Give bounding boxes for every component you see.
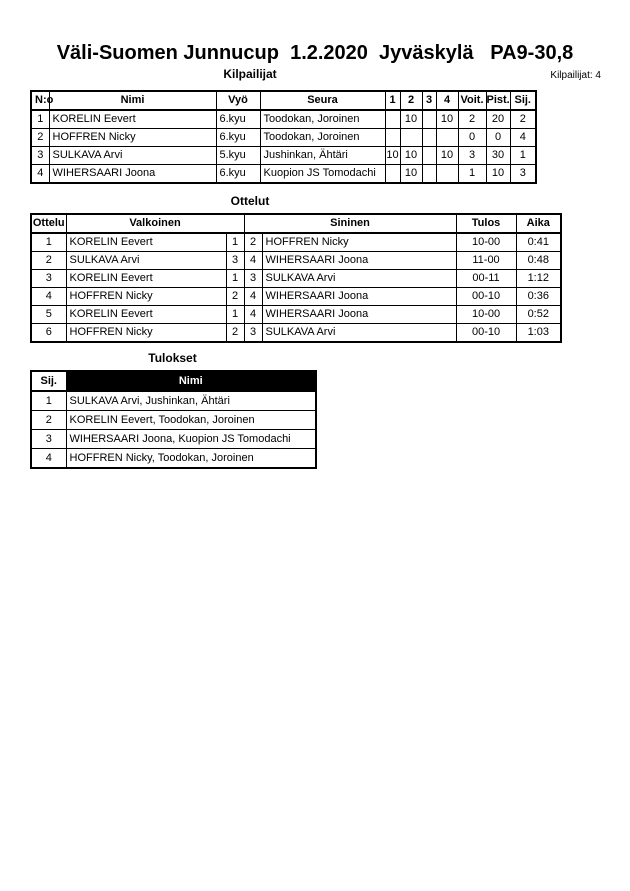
result-header: Tulos bbox=[456, 214, 516, 233]
result-cell: 11-00 bbox=[456, 252, 516, 270]
result-name-cell: HOFFREN Nicky, Toodokan, Joroinen bbox=[66, 449, 316, 469]
match-number-cell: 5 bbox=[31, 306, 66, 324]
blue-name-cell: SULKAVA Arvi bbox=[262, 270, 456, 288]
name-header: Nimi bbox=[66, 371, 316, 391]
white-name-cell: SULKAVA Arvi bbox=[66, 252, 226, 270]
time-header: Aika bbox=[516, 214, 561, 233]
belt-cell: 6.kyu bbox=[216, 110, 260, 129]
white-number-cell: 1 bbox=[226, 233, 244, 252]
time-cell: 1:03 bbox=[516, 324, 561, 343]
competitor-number-cell: 3 bbox=[31, 147, 49, 165]
blue-name-cell: WIHERSAARI Joona bbox=[262, 252, 456, 270]
result-name-cell: KORELIN Eevert, Toodokan, Joroinen bbox=[66, 411, 316, 430]
belt-header: Vyö bbox=[216, 91, 260, 110]
place-cell: 3 bbox=[510, 165, 536, 184]
page-title: Väli-Suomen Junnucup 1.2.2020 Jyväskylä PA9-30,8 bbox=[56, 42, 574, 64]
white-name-cell: HOFFREN Nicky bbox=[66, 324, 226, 343]
blue-number-cell: 4 bbox=[244, 252, 262, 270]
result-cell: 00-10 bbox=[456, 288, 516, 306]
time-cell: 0:52 bbox=[516, 306, 561, 324]
tulokset-table bbox=[30, 370, 317, 469]
score-col-2-header: 2 bbox=[400, 91, 422, 110]
white-name-cell: HOFFREN Nicky bbox=[66, 288, 226, 306]
club-cell: Toodokan, Joroinen bbox=[260, 129, 385, 147]
table-row bbox=[31, 306, 561, 324]
blue-number-cell: 2 bbox=[244, 233, 262, 252]
table-header-row bbox=[31, 214, 561, 233]
result-name-cell: SULKAVA Arvi, Jushinkan, Ähtäri bbox=[66, 391, 316, 411]
place-cell: 4 bbox=[510, 129, 536, 147]
blue-number-cell: 3 bbox=[244, 324, 262, 343]
ottelut-table bbox=[30, 213, 562, 343]
competitor-name-cell: WIHERSAARI Joona bbox=[49, 165, 216, 184]
competitor-name-cell: HOFFREN Nicky bbox=[49, 129, 216, 147]
score-2-cell: 10 bbox=[400, 110, 422, 129]
score-3-cell bbox=[422, 147, 436, 165]
result-cell: 00-10 bbox=[456, 324, 516, 343]
score-col-1-header: 1 bbox=[385, 91, 400, 110]
score-4-cell bbox=[436, 165, 458, 184]
wins-cell: 0 bbox=[458, 129, 486, 147]
competitor-name-cell: KORELIN Eevert bbox=[49, 110, 216, 129]
table-row bbox=[31, 147, 536, 165]
result-cell: 00-11 bbox=[456, 270, 516, 288]
place-cell: 2 bbox=[510, 110, 536, 129]
result-cell: 10-00 bbox=[456, 233, 516, 252]
table-row bbox=[31, 233, 561, 252]
club-cell: Jushinkan, Ähtäri bbox=[260, 147, 385, 165]
score-2-cell bbox=[400, 129, 422, 147]
score-1-cell: 10 bbox=[385, 147, 400, 165]
belt-cell: 6.kyu bbox=[216, 129, 260, 147]
table-row bbox=[31, 324, 561, 343]
white-number-cell: 2 bbox=[226, 288, 244, 306]
blue-header: Sininen bbox=[244, 214, 456, 233]
table-row bbox=[31, 110, 536, 129]
time-cell: 0:48 bbox=[516, 252, 561, 270]
score-col-3-header: 3 bbox=[422, 91, 436, 110]
score-col-4-header: 4 bbox=[436, 91, 458, 110]
score-3-cell bbox=[422, 129, 436, 147]
white-number-cell: 1 bbox=[226, 270, 244, 288]
match-number-cell: 6 bbox=[31, 324, 66, 343]
result-name-cell: WIHERSAARI Joona, Kuopion JS Tomodachi bbox=[66, 430, 316, 449]
competitor-count-label: Kilpailijat: 4 bbox=[550, 70, 601, 81]
match-number-cell: 1 bbox=[31, 233, 66, 252]
table-row bbox=[31, 391, 316, 411]
match-number-header: Ottelu bbox=[31, 214, 66, 233]
table-row bbox=[31, 288, 561, 306]
match-number-cell: 2 bbox=[31, 252, 66, 270]
result-cell: 10-00 bbox=[456, 306, 516, 324]
score-4-cell: 10 bbox=[436, 110, 458, 129]
wins-cell: 2 bbox=[458, 110, 486, 129]
wins-cell: 3 bbox=[458, 147, 486, 165]
points-header: Pist. bbox=[486, 91, 510, 110]
blue-number-cell: 3 bbox=[244, 270, 262, 288]
score-2-cell: 10 bbox=[400, 165, 422, 184]
competitor-name-header: Nimi bbox=[49, 91, 216, 110]
place-header: Sij. bbox=[31, 371, 66, 391]
table-row bbox=[31, 129, 536, 147]
table-row bbox=[31, 270, 561, 288]
score-4-cell: 10 bbox=[436, 147, 458, 165]
match-number-cell: 4 bbox=[31, 288, 66, 306]
score-1-cell bbox=[385, 165, 400, 184]
blue-name-cell: WIHERSAARI Joona bbox=[262, 306, 456, 324]
wins-cell: 1 bbox=[458, 165, 486, 184]
table-row bbox=[31, 252, 561, 270]
club-header: Seura bbox=[260, 91, 385, 110]
table-row bbox=[31, 430, 316, 449]
white-name-cell: KORELIN Eevert bbox=[66, 270, 226, 288]
score-3-cell bbox=[422, 110, 436, 129]
competitor-number-cell: 2 bbox=[31, 129, 49, 147]
white-number-cell: 3 bbox=[226, 252, 244, 270]
blue-number-cell: 4 bbox=[244, 288, 262, 306]
points-cell: 30 bbox=[486, 147, 510, 165]
competitors-section-title: Kilpailijat bbox=[223, 67, 277, 81]
belt-cell: 5.kyu bbox=[216, 147, 260, 165]
score-3-cell bbox=[422, 165, 436, 184]
table-row bbox=[31, 449, 316, 469]
matches-section-title: Ottelut bbox=[230, 194, 270, 208]
table-row bbox=[31, 165, 536, 184]
white-name-cell: KORELIN Eevert bbox=[66, 306, 226, 324]
place-cell: 3 bbox=[31, 430, 66, 449]
blue-number-cell: 4 bbox=[244, 306, 262, 324]
time-cell: 0:41 bbox=[516, 233, 561, 252]
time-cell: 0:36 bbox=[516, 288, 561, 306]
place-header: Sij. bbox=[510, 91, 536, 110]
points-cell: 10 bbox=[486, 165, 510, 184]
white-number-cell: 2 bbox=[226, 324, 244, 343]
club-cell: Kuopion JS Tomodachi bbox=[260, 165, 385, 184]
competitor-number-header: N:o bbox=[31, 91, 49, 110]
points-cell: 20 bbox=[486, 110, 510, 129]
place-cell: 4 bbox=[31, 449, 66, 469]
wins-header: Voit. bbox=[458, 91, 486, 110]
score-1-cell bbox=[385, 129, 400, 147]
table-header-row bbox=[31, 91, 536, 110]
score-4-cell bbox=[436, 129, 458, 147]
club-cell: Toodokan, Joroinen bbox=[260, 110, 385, 129]
match-number-cell: 3 bbox=[31, 270, 66, 288]
belt-cell: 6.kyu bbox=[216, 165, 260, 184]
place-cell: 2 bbox=[31, 411, 66, 430]
blue-name-cell: WIHERSAARI Joona bbox=[262, 288, 456, 306]
white-header: Valkoinen bbox=[66, 214, 244, 233]
place-cell: 1 bbox=[510, 147, 536, 165]
competitor-name-cell: SULKAVA Arvi bbox=[49, 147, 216, 165]
white-name-cell: KORELIN Eevert bbox=[66, 233, 226, 252]
blue-name-cell: SULKAVA Arvi bbox=[262, 324, 456, 343]
competitor-number-cell: 4 bbox=[31, 165, 49, 184]
blue-name-cell: HOFFREN Nicky bbox=[262, 233, 456, 252]
competitor-number-cell: 1 bbox=[31, 110, 49, 129]
table-header-row bbox=[31, 371, 316, 391]
place-cell: 1 bbox=[31, 391, 66, 411]
results-section-title: Tulokset bbox=[148, 351, 197, 365]
points-cell: 0 bbox=[486, 129, 510, 147]
time-cell: 1:12 bbox=[516, 270, 561, 288]
score-2-cell: 10 bbox=[400, 147, 422, 165]
kilpailijat-table bbox=[30, 90, 537, 184]
white-number-cell: 1 bbox=[226, 306, 244, 324]
score-1-cell bbox=[385, 110, 400, 129]
table-row bbox=[31, 411, 316, 430]
